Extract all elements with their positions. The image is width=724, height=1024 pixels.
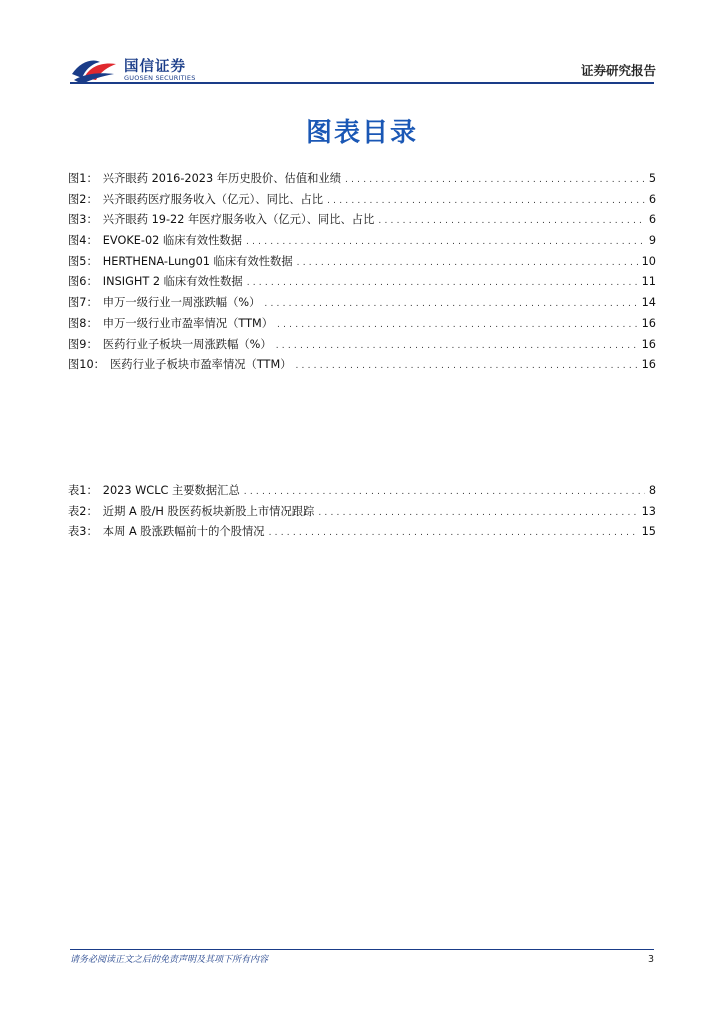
toc-dot-leader [244,487,645,497]
toc-dot-leader [378,216,644,226]
toc-dot-leader [246,237,645,247]
toc-entry-title: 申万一级行业一周涨跌幅（%） [102,296,261,310]
page-header [0,0,724,90]
figure-toc-entry[interactable] [68,273,656,294]
toc-entry-page: 16 [641,316,656,330]
logo-text-en: GUOSEN SECURITIES [124,74,196,82]
figure-toc-entry[interactable] [68,315,656,336]
guosen-logo-icon [70,52,120,84]
toc-dot-leader [269,528,638,538]
toc-dot-leader [296,361,638,371]
table-toc-entry[interactable] [68,523,656,544]
figure-toc-entry[interactable] [68,294,656,315]
toc-entry-page: 5 [648,172,656,185]
figure-list [68,170,656,377]
toc-entry-title: 本周 A 股涨跌幅前十的个股情况 [102,525,265,539]
toc-dot-leader [318,508,637,518]
toc-entry-title: 医药行业子板块市盈率情况（TTM） [109,358,292,372]
toc-entry-label: 图4： [68,234,98,248]
page-title: 图表目录 [305,118,418,148]
toc-entry-label: 图3： [68,213,98,227]
toc-entry-page: 15 [641,525,656,539]
toc-entry-title: 申万一级行业市盈率情况（TTM） [102,316,274,330]
toc-entry-page: 6 [648,213,656,227]
toc-dot-leader [327,196,645,206]
toc-entry-title: EVOKE-02 临床有效性数据 [102,234,243,248]
toc-entry-page: 10 [641,254,656,268]
toc-entry-page: 8 [648,484,656,497]
toc-entry-title: 兴齐眼药 2016-2023 年历史股价、估值和业绩 [102,172,342,185]
toc-entry-page: 16 [641,358,656,372]
toc-entry-label: 图1： [68,172,98,185]
table-list [68,482,656,544]
toc-entry-title: 近期 A 股/H 股医药板块新股上市情况跟踪 [102,504,315,518]
figure-toc-entry[interactable] [68,191,656,212]
toc-entry-label: 表1： [68,484,98,497]
toc-dot-leader [247,278,638,288]
toc-entry-label: 表3： [68,525,98,539]
figure-toc-entry[interactable] [68,232,656,253]
toc-entry-label: 图10： [68,358,105,372]
table-toc-entry[interactable] [68,503,656,524]
toc-dot-leader [297,258,638,268]
toc-entry-label: 图5： [68,254,98,268]
toc-entry-label: 图6： [68,275,98,289]
figure-toc-entry[interactable] [68,170,656,191]
toc-entry-title: 2023 WCLC 主要数据汇总 [102,484,240,497]
guosen-logo [70,52,205,86]
toc-entry-page: 13 [641,504,656,518]
toc-entry-title: 医药行业子板块一周涨跌幅（%） [102,337,272,351]
footer-divider [70,949,654,950]
figure-toc-entry[interactable] [68,336,656,357]
toc-entry-label: 表2： [68,504,98,518]
logo-text-cn: 国信证券 [124,59,186,75]
toc-entry-title: 兴齐眼药 19-22 年医疗服务收入（亿元）、同比、占比 [102,213,375,227]
toc-entry-page: 14 [641,296,656,310]
table-toc-entry[interactable] [68,482,656,503]
toc-entry-title: 兴齐眼药医疗服务收入（亿元）、同比、占比 [102,192,324,206]
toc-dot-leader [277,320,638,330]
toc-dot-leader [264,299,637,309]
toc-entry-label: 图2： [68,192,98,206]
toc-entry-page: 9 [648,234,656,248]
figure-toc-entry[interactable] [68,253,656,274]
report-type-label: 证券研究报告 [580,63,656,78]
toc-entry-label: 图8： [68,316,98,330]
figure-toc-entry[interactable] [68,356,656,377]
toc-dot-leader [276,341,638,351]
toc-entry-label: 图9： [68,337,98,351]
toc-entry-title: HERTHENA-Lung01 临床有效性数据 [102,254,293,268]
toc-entry-title: INSIGHT 2 临床有效性数据 [102,275,243,289]
toc-dot-leader [345,175,645,185]
toc-entry-page: 11 [641,275,656,289]
toc-entry-label: 图7： [68,296,98,310]
toc-entry-page: 16 [641,337,656,351]
page-number: 3 [647,954,654,965]
footer-disclaimer: 请务必阅读正文之后的免责声明及其项下所有内容 [70,955,269,965]
figure-toc-entry[interactable] [68,211,656,232]
header-divider [70,82,654,84]
toc-entry-page: 6 [648,192,656,206]
